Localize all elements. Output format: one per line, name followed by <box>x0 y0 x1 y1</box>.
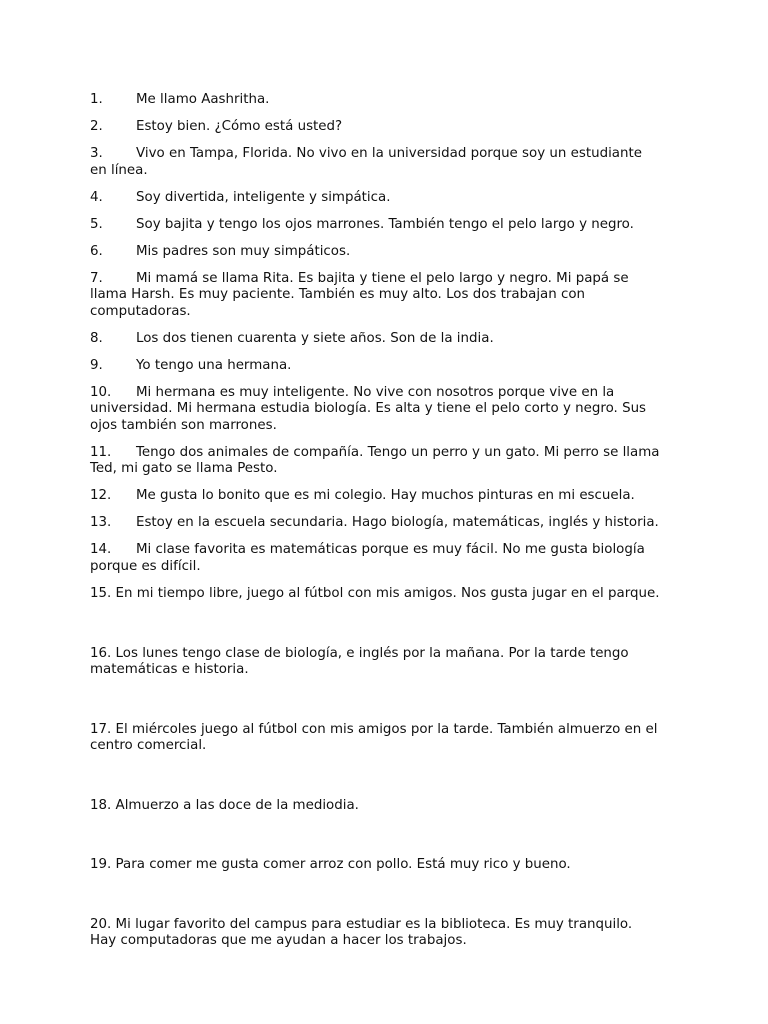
item-number: 14. <box>90 542 112 557</box>
numbered-list <box>90 92 690 586</box>
list-item <box>90 358 690 375</box>
paragraph-line: 20. Mi lugar favorito del campus para estudiar es la biblioteca. Es muy tranquilo. <box>90 916 633 932</box>
item-text: Soy bajita y tengo los ojos marrones. También tengo el pelo largo y negro. <box>136 216 634 232</box>
list-item <box>90 542 690 575</box>
list-item-line <box>90 331 690 348</box>
item-number: 5. <box>90 216 103 232</box>
list-item-line <box>90 271 690 288</box>
item-number: 13. <box>90 515 112 530</box>
list-item <box>90 488 690 505</box>
item-number: 7. <box>90 270 103 286</box>
item-number: 12. <box>90 488 112 503</box>
item-text: llama Harsh. Es muy paciente. También es muy alto. Los dos trabajan con <box>90 287 586 302</box>
item-number: 3. <box>90 146 103 161</box>
item-text: en línea. <box>90 162 148 178</box>
list-item <box>90 190 690 207</box>
list-item-line <box>90 559 690 576</box>
list-item <box>90 146 690 179</box>
list-item <box>90 119 690 136</box>
list-item-line <box>90 119 690 136</box>
item-text: Mis padres son muy simpáticos. <box>136 243 351 259</box>
list-item <box>90 331 690 348</box>
item-number: 4. <box>90 189 103 205</box>
list-item-line <box>90 385 690 402</box>
item-text: Estoy bien. ¿Cómo está usted? <box>136 119 343 134</box>
list-item-line <box>90 146 690 163</box>
item-text: Los dos tienen cuarenta y siete años. Son de la india. <box>136 330 494 346</box>
item-text: Mi hermana es muy inteligente. No vive con nosotros porque vive en la <box>136 384 615 400</box>
item-text: Vivo en Tampa, Florida. No vivo en la universidad porque soy un estudiante <box>136 146 642 161</box>
item-text: universidad. Mi hermana estudia biología. Es alta y tiene el pelo corto y negro. Sus <box>90 401 647 416</box>
paragraph <box>90 917 690 950</box>
item-number: 8. <box>90 330 103 346</box>
paragraph-line: 16. Los lunes tengo clase de biología, e inglés por la mañana. Por la tarde tengo <box>90 645 629 661</box>
list-item-line <box>90 92 690 109</box>
list-item <box>90 92 690 109</box>
list-item <box>90 244 690 261</box>
list-item-line <box>90 515 690 532</box>
list-item-line <box>90 418 690 435</box>
item-text: Mi mamá se llama Rita. Es bajita y tiene el pelo largo y negro. Mi papá se <box>136 270 629 286</box>
list-item <box>90 217 690 234</box>
item-text: Me llamo Aashritha. <box>136 92 270 107</box>
document-page <box>90 92 690 950</box>
list-item <box>90 445 690 478</box>
paragraph <box>90 646 690 679</box>
item-number: 2. <box>90 119 103 134</box>
list-item-line <box>90 461 690 478</box>
list-item-line <box>90 401 690 418</box>
list-item-line <box>90 244 690 261</box>
item-number: 9. <box>90 357 103 373</box>
item-text: Mi clase favorita es matemáticas porque es muy fácil. No me gusta biología <box>136 542 645 557</box>
list-item <box>90 515 690 532</box>
list-item <box>90 271 690 321</box>
list-item-line <box>90 542 690 559</box>
paragraph-line: 19. Para comer me gusta comer arroz con pollo. Está muy rico y bueno. <box>90 857 571 872</box>
list-item-line <box>90 358 690 375</box>
list-item-line <box>90 488 690 505</box>
paragraph-line: 15. En mi tiempo libre, juego al fútbol con mis amigos. Nos gusta jugar en el parque. <box>90 585 660 601</box>
item-number: 1. <box>90 92 103 107</box>
paragraph-line: matemáticas e historia. <box>90 662 249 677</box>
item-text: Estoy en la escuela secundaria. Hago biología, matemáticas, inglés y historia. <box>136 515 659 530</box>
item-text: computadoras. <box>90 303 191 319</box>
list-item-line <box>90 217 690 234</box>
list-item <box>90 385 690 435</box>
item-number: 11. <box>90 444 112 460</box>
paragraph <box>90 722 690 755</box>
paragraph-line: 17. El miércoles juego al fútbol con mis amigos por la tarde. También almuerzo en el <box>90 721 658 737</box>
paragraph <box>90 857 690 874</box>
list-item-line <box>90 190 690 207</box>
list-item-line <box>90 287 690 304</box>
list-item-line <box>90 163 690 180</box>
item-number: 10. <box>90 384 112 400</box>
list-item-line <box>90 304 690 321</box>
item-text: Yo tengo una hermana. <box>136 357 292 373</box>
paragraph-list <box>90 586 690 950</box>
paragraph-line: Hay computadoras que me ayudan a hacer los trabajos. <box>90 933 467 948</box>
item-text: Ted, mi gato se llama Pesto. <box>90 461 278 476</box>
list-item-line <box>90 445 690 462</box>
paragraph-line: 18. Almuerzo a las doce de la mediodia. <box>90 797 359 813</box>
item-text: Me gusta lo bonito que es mi colegio. Hay muchos pinturas en mi escuela. <box>136 488 635 503</box>
paragraph <box>90 798 690 815</box>
paragraph-line: centro comercial. <box>90 738 207 753</box>
item-text: Soy divertida, inteligente y simpática. <box>136 189 391 205</box>
item-text: ojos también son marrones. <box>90 417 277 433</box>
paragraph <box>90 586 690 603</box>
item-number: 6. <box>90 243 103 259</box>
item-text: porque es difícil. <box>90 558 201 574</box>
item-text: Tengo dos animales de compañía. Tengo un perro y un gato. Mi perro se llama <box>136 444 660 460</box>
